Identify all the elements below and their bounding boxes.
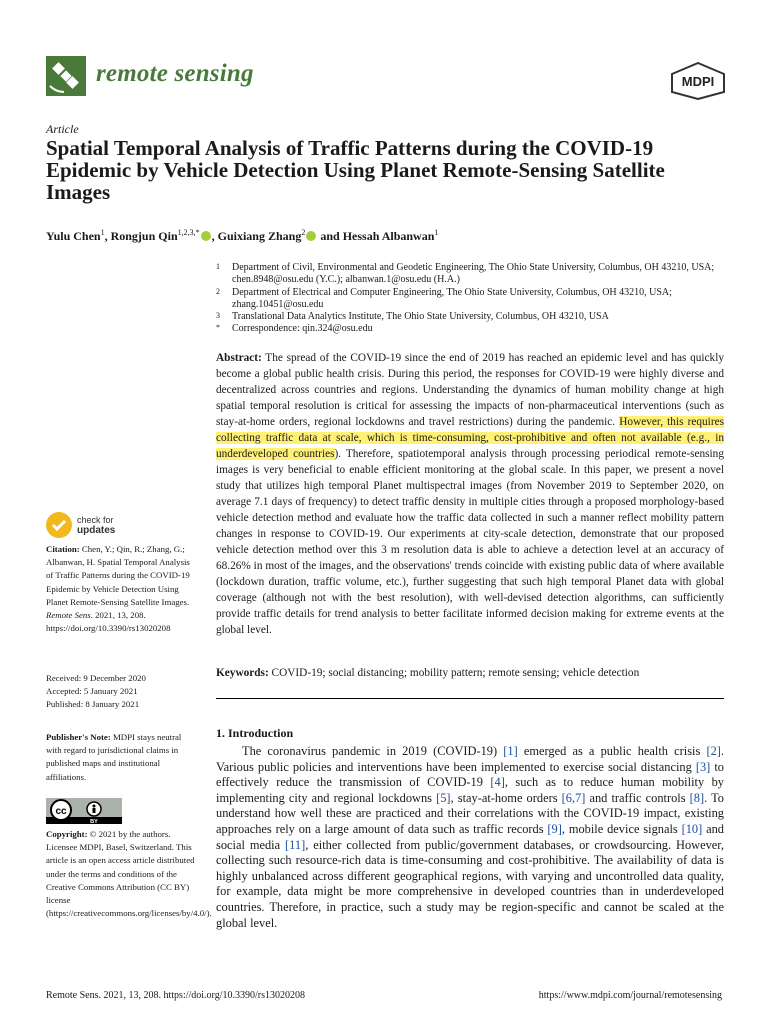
creative-commons-icon[interactable] [46,798,122,824]
journal-name[interactable]: remote sensing [96,60,254,87]
author-affiliation-marks: 1 [100,228,105,237]
section-divider [216,698,724,699]
affiliation-item [216,262,726,287]
article-type: Article [46,122,79,136]
author-affiliation-marks: 2 [301,228,306,237]
intro-text: and social media [216,821,725,852]
journal-header [46,56,726,100]
reference-link[interactable]: [5] [436,790,451,805]
keywords [216,667,724,679]
copyright-label: Copyright: [46,829,88,839]
paper-title: Spatial Temporal Analysis of Traffic Patterns during the COVID-19 Epidemic by Vehicle Detection Using Planet Remote-Sensing Satellite Images [46,136,665,204]
orcid-icon[interactable] [306,231,316,241]
reference-link[interactable]: [6,7] [561,790,586,805]
author-affiliation-marks: 1 [434,228,439,237]
footer-citation[interactable]: Remote Sens. 2021, 13, 208. https://doi.org/10.3390/rs13020208 [46,990,305,1001]
citation-doi[interactable]: 2021, 13, 208. https://doi.org/10.3390/rs13020208 [46,610,171,634]
affiliation-item [216,323,726,335]
intro-text: , stay-at-home orders [450,790,562,805]
section-heading: 1. Introduction [216,726,294,740]
reference-link[interactable]: [10] [681,821,703,836]
check-updates-label [77,515,115,536]
citation-label: Citation: [46,544,80,554]
check-updates-line2: updates [77,525,116,536]
affiliation-mark: 2 [216,286,220,296]
intro-text: to effectively reduce the transmission of COVID-19 [216,759,724,790]
intro-text: . To understand how well these are practiced and their correlations with the COVID-19 impact, existing approaches rely on a large amount of data such as traffic records [216,790,724,836]
reference-link[interactable]: [11] [285,837,306,852]
citation-text: Chen, Y.; Qin, R.; Zhang, G.; Albanwan, H. Spatial Temporal Analysis of Traffic Patterns during the COVID-19 Epidemic by Vehicle Detection Using Planet Remote-Sensing Satellite Images. [46,544,190,607]
author-separator: , [104,229,111,243]
intro-text: , mobile device signals [561,821,682,836]
svg-text:cc: cc [55,806,67,817]
reference-link[interactable]: [1] [503,744,518,758]
correspondence-text: Correspondence: qin.324@osu.edu [232,323,373,335]
publisher-note-label: Publisher's Note: [46,732,111,742]
abstract [216,350,724,638]
reference-link[interactable]: [2] [706,744,721,758]
publication-dates [46,672,198,712]
citation-block [46,543,198,635]
citation-journal: Remote Sens. [46,610,93,621]
mdpi-logo-icon[interactable] [670,62,726,100]
author-name[interactable]: Yulu Chen [46,229,101,243]
introduction-paragraph [216,744,724,931]
abstract-highlight: However, this requires collecting traffic data at scale, which is time-consuming, cost-prohibitive and often not available (e.g., in underdeveloped countries [216,416,724,460]
reference-link[interactable]: [4] [490,775,505,790]
check-for-updates-badge[interactable] [46,512,166,542]
author-name[interactable]: Guixiang Zhang [217,229,302,243]
reference-link[interactable]: [3] [695,759,711,774]
intro-text: , such as to reduce human mobility by implementing city and regional lockdowns [216,775,725,805]
affiliation-text: Translational Data Analytics Institute, The Ohio State University, Columbus, OH 43210, USA [232,311,609,323]
affiliation-mark: 3 [216,311,220,321]
copyright-text: © 2021 by the authors. Licensee MDPI, Basel, Switzerland. This article is an open access article distributed under the terms and conditions of the Creative Commons Attribution (CC BY) license (https://creativecommons.org/licenses/by/4.0/). [46,829,212,919]
abstract-label: Abstract: [216,352,262,364]
abstract-text: The spread of the COVID-19 since the end of 2019 has reached an epidemic level and has quickly become a global public health crisis. During this period, the responses for COVID-19 were highly diverse and decentralized across countries and regions. Understanding the dynamics of human mobility change at high spatial temporal resolution is critical for assessing the impacts of non-pharmaceutical interventions (such as stay-at-home orders, regional lockdowns and travel restrictions) during the pandemic. [216,352,724,428]
affiliation-text: Department of Civil, Environmental and Geodetic Engineering, The Ohio State University, Columbus, OH 43210, USA; chen.8948@osu.edu (Y.C.); albanwan.1@osu.edu (H.A.) [232,262,715,286]
orcid-icon[interactable] [201,231,211,241]
keywords-label: Keywords: [216,667,269,679]
satellite-logo-icon [46,56,86,96]
cc-by-label: BY [90,819,98,824]
intro-text: . Various public policies and interventions have been implemented to exercise social distancing [216,744,724,774]
intro-text: emerged as a public health crisis [517,744,707,758]
reference-link[interactable]: [8] [689,790,705,805]
author-separator: and [317,229,343,243]
accepted-date: Accepted: 5 January 2021 [46,686,138,697]
mdpi-logo-text: MDPI [681,74,715,89]
intro-text: , either collected from public/government databases, or crowdsourcing. However, collecting such resource-rich data is time-consuming and cost-prohibitive. The availability of data is highly unbalanced across different geographical regions, with varying and uncontrolled data quality, for example, data might be more comprehensive in developed countries than in underdeveloped countries. Therefore, in practice, such a study may be region-specific and cannot be scaled at the global level. [216,837,725,930]
affiliations [216,262,726,336]
publisher-note [46,731,198,784]
affiliation-mark: 1 [216,262,220,271]
abstract-text: ). Therefore, spatiotemporal analysis through processing periodical remote-sensing images is very beneficial to enable efficient monitoring at the global scale. In this paper, we present a novel study that utilizes high temporal Planet multispectral images (from November 2019 to September 2020, on average 7.1 days of frequency) to detect traffic density in multiple cities through a proposed morphology-based vehicle detection method and evaluate how the traffic data collected in such a manner reflect mobility pattern changes in response to COVID-19. Our experiments at city-scale detection, demonstrate that our proposed vehicle detection method over this 3 m resolution data is able to achieve a detection level at an accuracy of 68.26% in most of the images, and the observations' trends coincide with existing public data of where available (lockdown duration, traffic volume, etc.), further suggesting that such high temporal Planet data with global coverage (although not with the best resolution), with well-devised detection algorithms, can sufficiently provide traffic details for trend analysis to better facilitate informed decision making for extreme events at the global level. [216,448,724,636]
check-icon [46,512,72,538]
affiliation-text: Department of Electrical and Computer Engineering, The Ohio State University, Columbus, OH 43210, USA; zhang.10451@osu.edu [232,286,672,310]
footer-journal-url[interactable]: https://www.mdpi.com/journal/remotesensing [538,990,722,1001]
author-list [46,228,686,244]
author-name[interactable]: Hessah Albanwan [342,229,435,243]
received-date: Received: 9 December 2020 [46,673,146,683]
author-affiliation-marks: 1,2,3,* [177,228,200,237]
affiliation-item [216,311,726,323]
affiliation-mark: * [216,323,220,333]
author-separator: , [211,229,218,243]
publisher-note-text: MDPI stays neutral with regard to jurisdictional claims in published maps and institutional affiliations. [46,732,182,782]
author-name[interactable]: Rongjun Qin [110,229,178,243]
reference-link[interactable]: [9] [547,821,562,836]
copyright-block [46,828,212,920]
keywords-text: COVID-19; social distancing; mobility pattern; remote sensing; vehicle detection [268,667,640,679]
intro-text: The coronavirus pandemic in 2019 (COVID-19) [242,744,504,758]
published-date: Published: 8 January 2021 [46,699,140,710]
affiliation-item [216,287,726,312]
intro-text: and traffic controls [585,790,690,805]
check-updates-line1: check for [77,515,114,525]
